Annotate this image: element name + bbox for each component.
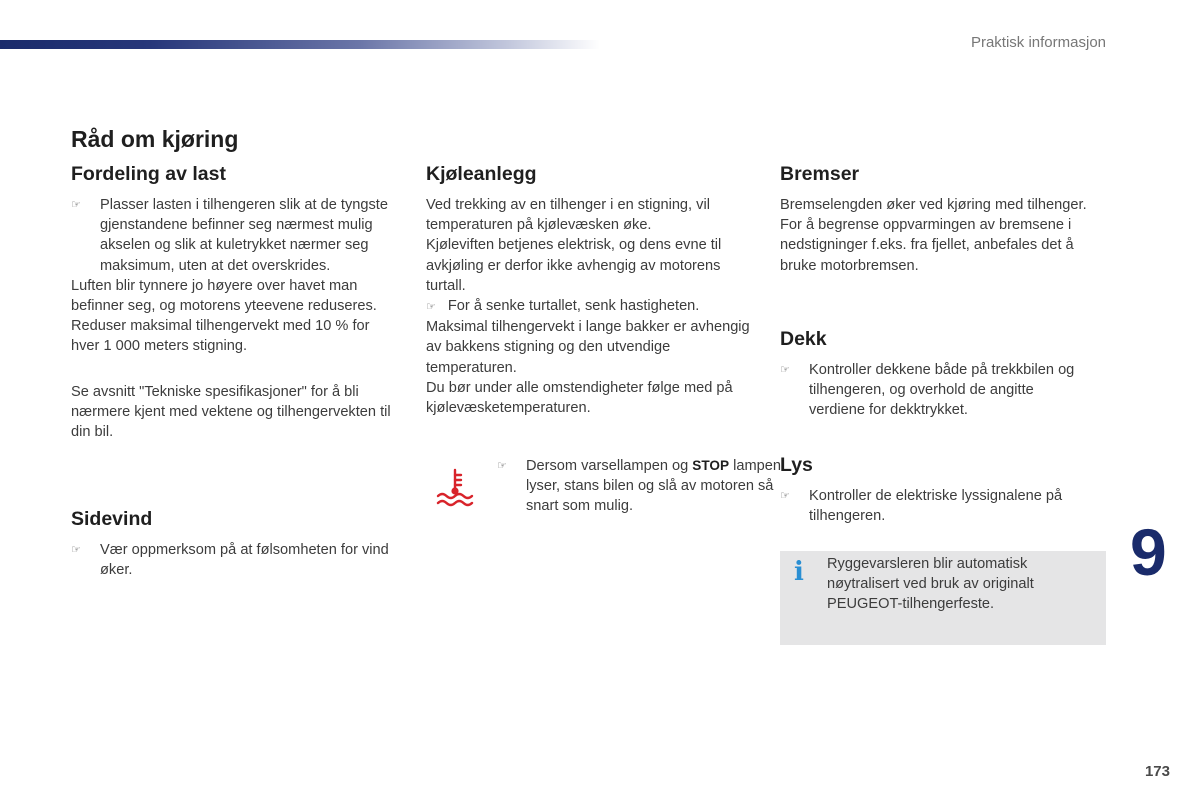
- pointing-hand-icon: ☞: [780, 364, 790, 376]
- pointing-hand-icon: ☞: [71, 199, 81, 211]
- warning-text-before: Dersom varsellampen og: [526, 458, 693, 474]
- bullet-text: Plasser lasten i tilhengeren slik at de tyngste gjenstandene befinner seg nærmest mulig akselen og slik at kuletrykket nærmer seg maksimum, uten at det overskrides.: [100, 197, 388, 274]
- pointing-hand-icon: ☞: [497, 460, 507, 472]
- section-sidevind: [71, 508, 391, 580]
- paragraph-max-weight: Maksimal tilhengervekt i lange bakker er avhengig av bakkens stigning og den utvendige temperaturen.: [426, 319, 750, 376]
- section-lys: [780, 454, 1100, 526]
- section-header: Praktisk informasjon: [970, 34, 1106, 51]
- bullet-item: [71, 540, 391, 580]
- bullet-item: [780, 360, 1090, 421]
- paragraph-fan: Kjøleviften betjenes elektrisk, og dens evne til avkjøling er derfor ikke avhengig av motorens turtall.: [426, 237, 722, 294]
- page-title: Råd om kjøring: [71, 126, 239, 152]
- chapter-number: 9: [1130, 515, 1167, 589]
- pointing-hand-icon: ☞: [780, 490, 790, 502]
- bullet-item: [71, 195, 401, 276]
- warning-text-after: lampen lyser, stans bilen og slå av motoren så snart som mulig.: [526, 458, 781, 515]
- info-icon: i: [794, 557, 804, 587]
- paragraph-bremser: Bremselengden øker ved kjøring med tilhenger. For å begrense oppvarmingen av bremsene i nedstigninger f.eks. fra fjellet, anbefales det å bruke motorbremsen.: [780, 197, 1087, 274]
- paragraph-coolant-temp: Ved trekking av en tilhenger i en stigning, vil temperaturen på kjølevæsken øke.: [426, 197, 710, 234]
- bullet-item: [426, 296, 756, 317]
- info-text: Ryggevarsleren blir automatisk nøytralisert ved bruk av originalt PEUGEOT-tilhengerfeste.: [827, 556, 1034, 613]
- heading-dekk: Dekk: [780, 328, 827, 350]
- bullet-text: Kontroller de elektriske lyssignalene på tilhengeren.: [809, 488, 1063, 525]
- coolant-temperature-warning-icon: [435, 467, 475, 507]
- warning-bullet: [497, 456, 786, 517]
- stop-label: STOP: [692, 458, 730, 473]
- pointing-hand-icon: ☞: [426, 301, 436, 314]
- heading-bremser: Bremser: [780, 163, 860, 185]
- page-number: 173: [1144, 763, 1170, 780]
- bullet-text: Kontroller dekkene både på trekkbilen og tilhengeren, og overhold de angitte verdiene for dekktrykket.: [809, 362, 1075, 419]
- paragraph-specs-reference: Se avsnitt "Tekniske spesifikasjoner" for å bli nærmere kjent med vektene og tilhengervekten til din bil.: [71, 383, 391, 441]
- section-bremser: [780, 163, 1110, 276]
- bullet-text: Vær oppmerksom på at følsomheten for vind øker.: [100, 542, 389, 579]
- heading-kjoleanlegg: Kjøleanlegg: [426, 163, 537, 185]
- bullet-item: [780, 486, 1100, 526]
- info-box: [780, 551, 1106, 645]
- paragraph-monitor-temp: Du bør under alle omstendigheter følge med på kjølevæsketemperaturen.: [426, 379, 733, 417]
- pointing-hand-icon: ☞: [71, 544, 81, 556]
- header-gradient-bar: [0, 40, 600, 49]
- heading-sidevind: Sidevind: [71, 508, 153, 530]
- heading-lys: Lys: [780, 454, 813, 476]
- section-dekk: [780, 328, 1090, 421]
- section-fordeling-av-last: [71, 163, 401, 442]
- section-kjoleanlegg: [426, 163, 756, 418]
- chapter-tab: [1110, 515, 1200, 589]
- paragraph-altitude: Luften blir tynnere jo høyere over havet man befinner seg, og motorens yteevene reduseres. Reduser maksimal tilhengervekt med 10 % for hver 1 000 meters stigning.: [71, 277, 377, 355]
- bullet-text: For å senke turtallet, senk hastigheten.: [447, 298, 700, 315]
- heading-fordeling-av-last: Fordeling av last: [71, 163, 226, 185]
